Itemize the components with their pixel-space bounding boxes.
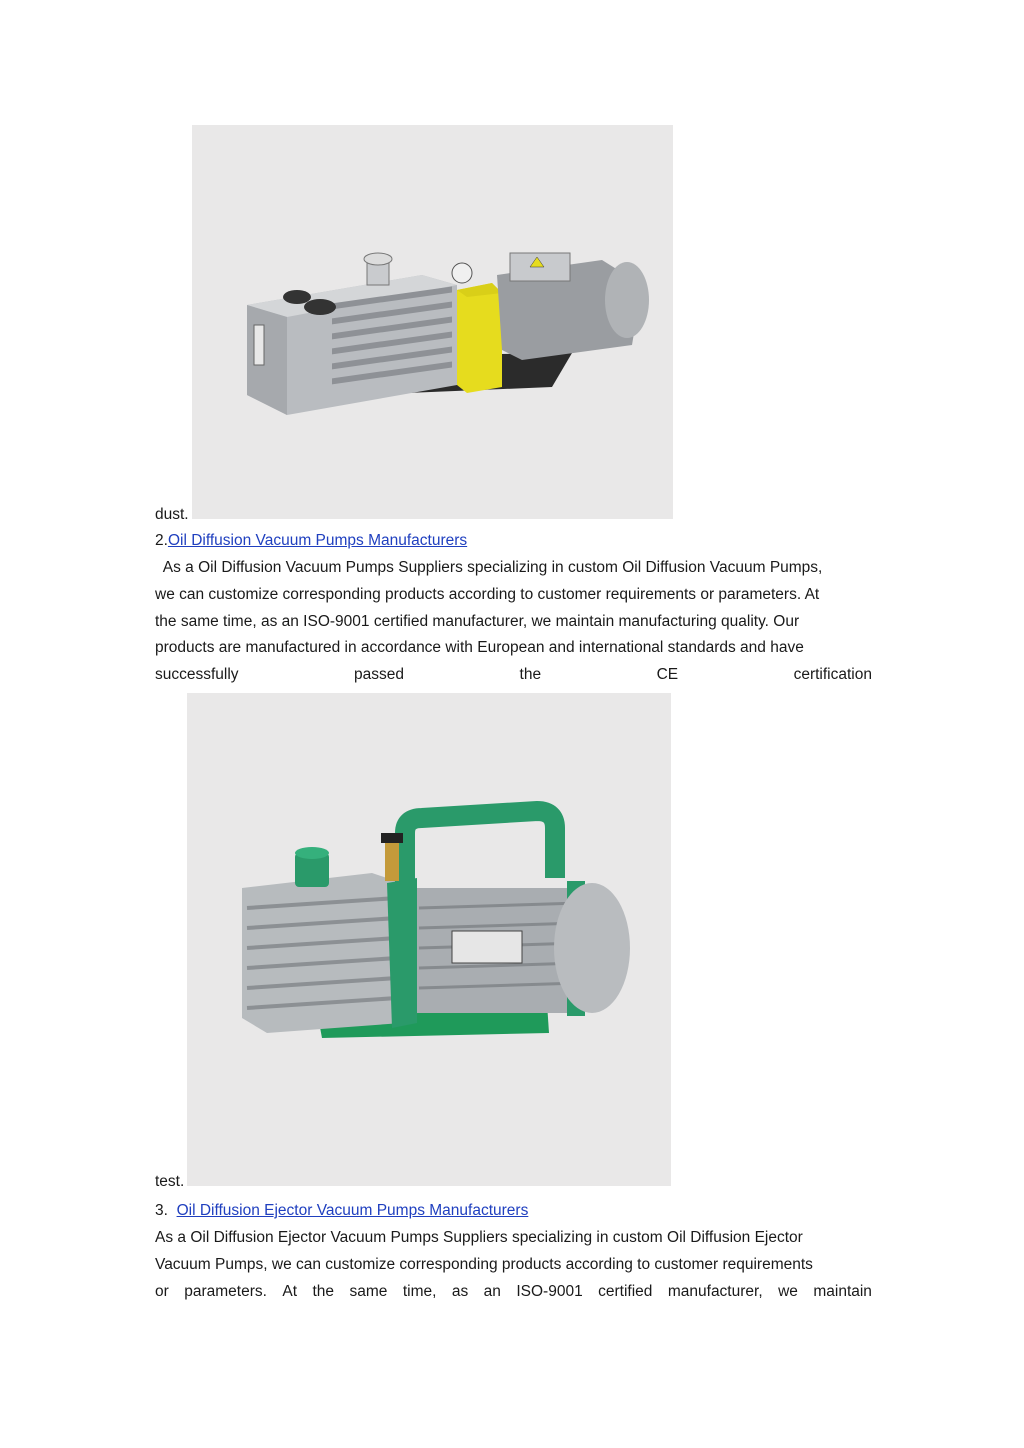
green-vacuum-pump-illustration — [187, 693, 671, 1186]
section2-last-word: the — [519, 666, 542, 683]
section2-manufacturer-link[interactable]: Oil Diffusion Vacuum Pumps Manufacturers — [167, 532, 468, 549]
section2-number: 2. — [155, 532, 168, 549]
section3-last-word: an — [483, 1283, 501, 1300]
section2-last-word: passed — [354, 666, 405, 683]
section3-last-word: At — [282, 1283, 298, 1300]
test-trailing-text: test. — [155, 1173, 185, 1190]
section3-last-word: we — [778, 1283, 798, 1300]
dust-trailing-text: dust. — [155, 506, 189, 523]
section3-last-word: time, — [402, 1283, 437, 1300]
section3-heading — [155, 1197, 528, 1224]
section3-number: 3. — [155, 1202, 168, 1219]
product-image-rotary-vane-pump — [192, 125, 673, 519]
section2-para-line-5 — [155, 661, 872, 688]
section2-para-line-1: As a Oil Diffusion Vacuum Pumps Suppliers specializing in custom Oil Diffusion Vacuum Pumps, — [155, 559, 823, 576]
section2-last-word: CE — [656, 666, 679, 683]
section2-para-line-3: the same time, as an ISO-9001 certified manufacturer, we maintain manufacturing quality. Our — [155, 613, 800, 630]
rotary-vane-pump-illustration — [192, 125, 673, 519]
section3-last-word: certified — [598, 1283, 653, 1300]
product-image-green-vacuum-pump — [187, 693, 671, 1186]
section3-last-word: maintain — [813, 1283, 872, 1300]
section2-last-word: certification — [793, 666, 872, 683]
section3-last-word: ISO-9001 — [516, 1283, 583, 1300]
section3-last-word: as — [451, 1283, 469, 1300]
section3-last-word: the — [312, 1283, 335, 1300]
section3-manufacturer-link[interactable]: Oil Diffusion Ejector Vacuum Pumps Manufacturers — [176, 1202, 529, 1219]
section3-para-line-2: Vacuum Pumps, we can customize corresponding products according to customer requirements — [155, 1256, 813, 1273]
section2-last-word: successfully — [155, 666, 239, 683]
section3-last-word: same — [349, 1283, 388, 1300]
section3-para-line-3 — [155, 1278, 872, 1305]
section2-para-line-2: we can customize corresponding products according to customer requirements or parameters. At — [155, 586, 820, 603]
section3-last-word: manufacturer, — [667, 1283, 763, 1300]
section3-para-line-1: As a Oil Diffusion Ejector Vacuum Pumps Suppliers specializing in custom Oil Diffusion Ejector — [155, 1229, 803, 1246]
section3-last-word: or — [155, 1283, 169, 1300]
section2-para-line-4: products are manufactured in accordance with European and international standards and have — [155, 639, 804, 656]
section2-heading — [155, 527, 467, 554]
section3-last-word: parameters. — [184, 1283, 267, 1300]
